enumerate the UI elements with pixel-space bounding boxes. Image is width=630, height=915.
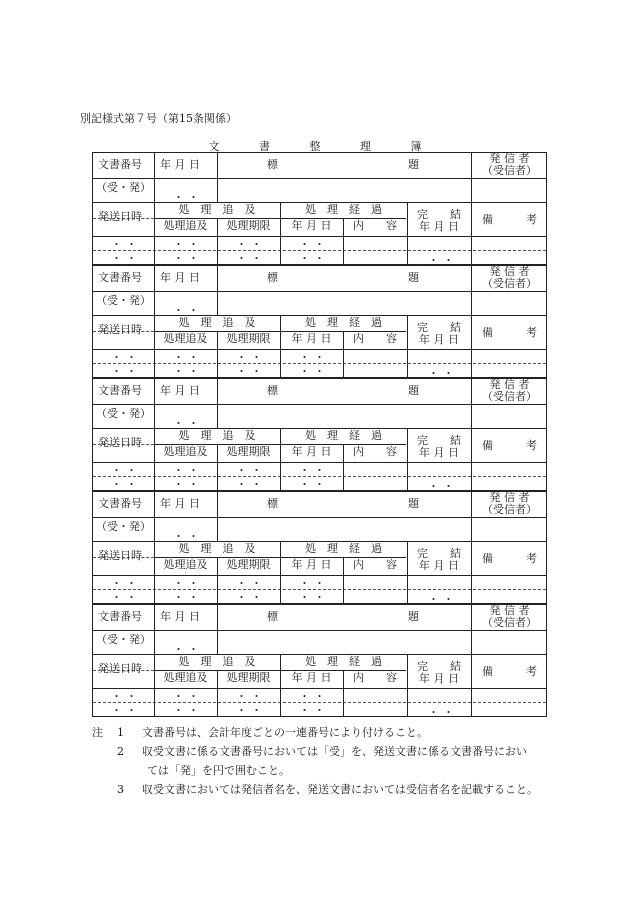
complete-label: 完 結 xyxy=(417,321,461,334)
record-block xyxy=(92,604,547,717)
cell-dots: ・・ xyxy=(111,478,141,491)
remarks-label: 備 考 xyxy=(482,552,537,565)
cell-dots: ・・ xyxy=(299,704,329,717)
title-char: 文 xyxy=(208,140,220,153)
deadline-label: 処理期限 xyxy=(226,445,271,458)
date-dots: ・・ xyxy=(173,417,203,430)
note-text: 文書番号は、会計年度ごとの一連番号により付けること。 xyxy=(142,726,428,739)
cell-dots: ・・ xyxy=(299,252,329,265)
received-sent-label: （受・発） xyxy=(96,181,151,194)
cell-dots: ・・ xyxy=(236,478,266,491)
row-divider xyxy=(93,178,546,179)
send-date-label: 発送日時 xyxy=(98,436,142,449)
follow-up-label: 処 理 追 及 xyxy=(178,429,256,442)
cell-dots: ・・ xyxy=(111,464,141,477)
cell-dots: ・・ xyxy=(111,704,141,717)
title-char: 簿 xyxy=(410,140,422,153)
cell-dots: ・・ xyxy=(428,706,458,719)
deadline-label: 処理期限 xyxy=(226,558,271,571)
cell-dots: ・・ xyxy=(111,591,141,604)
row-divider xyxy=(93,236,546,237)
complete-label: 完 結 xyxy=(417,547,461,560)
complete-date-label: 年 月 日 xyxy=(419,220,459,233)
row-divider xyxy=(93,517,546,518)
cell-dots: ・・ xyxy=(236,365,266,378)
cell-dots: ・・ xyxy=(299,591,329,604)
progress-label: 処 理 経 過 xyxy=(305,316,382,329)
notes-label: 注 xyxy=(92,726,103,739)
subject-label-b: 題 xyxy=(408,610,419,623)
cell-dots: ・・ xyxy=(428,593,458,606)
row-divider xyxy=(93,404,546,405)
complete-date-label: 年 月 日 xyxy=(419,559,459,572)
date-label: 年 月 日 xyxy=(160,610,200,623)
row-divider xyxy=(93,462,546,463)
complete-date-label: 年 月 日 xyxy=(419,333,459,346)
date-dots: ・・ xyxy=(173,530,203,543)
recipient-label: （受信者） xyxy=(482,503,537,516)
row-divider xyxy=(93,688,546,689)
subject-label-a: 標 xyxy=(267,497,278,510)
complete-label: 完 結 xyxy=(417,660,461,673)
send-date-label: 発送日時 xyxy=(98,662,142,675)
cell-dots: ・・ xyxy=(111,238,141,251)
complete-label: 完 結 xyxy=(417,208,461,221)
progress-label: 処 理 経 過 xyxy=(305,203,382,216)
note-text: 収受文書に係る文書番号においては「受」を、発送文書に係る文書番号におい xyxy=(142,745,527,758)
progress-date-label: 年 月 日 xyxy=(291,558,332,571)
cell-dots: ・・ xyxy=(299,351,329,364)
note-item xyxy=(92,780,562,799)
cell-dots: ・・ xyxy=(173,690,203,703)
doc-number-label: 文書番号 xyxy=(98,384,142,397)
send-date-label: 発送日時 xyxy=(98,323,142,336)
progress-label: 処 理 経 過 xyxy=(305,655,382,668)
follow-up-sub-label: 処理追及 xyxy=(163,332,208,345)
deadline-label: 処理期限 xyxy=(226,219,271,232)
subject-label-a: 標 xyxy=(267,271,278,284)
progress-label: 処 理 経 過 xyxy=(305,542,382,555)
row-divider xyxy=(93,630,546,631)
date-dots: ・・ xyxy=(173,191,203,204)
follow-up-sub-label: 処理追及 xyxy=(163,558,208,571)
col-divider xyxy=(217,153,218,202)
progress-content-label: 内 容 xyxy=(353,558,397,571)
progress-date-label: 年 月 日 xyxy=(291,332,332,345)
doc-number-label: 文書番号 xyxy=(98,271,142,284)
complete-label: 完 結 xyxy=(417,434,461,447)
received-sent-label: （受・発） xyxy=(96,633,151,646)
sender-label: 発 信 者 xyxy=(489,491,530,504)
doc-number-label: 文書番号 xyxy=(98,610,142,623)
doc-number-label: 文書番号 xyxy=(98,497,142,510)
follow-up-sub-label: 処理追及 xyxy=(163,219,208,232)
subject-label-b: 題 xyxy=(408,158,419,171)
cell-dots: ・・ xyxy=(173,464,203,477)
date-label: 年 月 日 xyxy=(160,384,200,397)
progress-content-label: 内 容 xyxy=(353,332,397,345)
row-divider xyxy=(93,575,546,576)
deadline-label: 処理期限 xyxy=(226,671,271,684)
received-sent-label: （受・発） xyxy=(96,520,151,533)
note-item xyxy=(92,723,562,742)
note-number: 1 xyxy=(117,726,124,739)
subject-label-b: 題 xyxy=(408,497,419,510)
subject-label-b: 題 xyxy=(408,271,419,284)
cell-dots: ・・ xyxy=(299,238,329,251)
follow-up-sub-label: 処理追及 xyxy=(163,445,208,458)
date-label: 年 月 日 xyxy=(160,158,200,171)
deadline-label: 処理期限 xyxy=(226,332,271,345)
doc-number-label: 文書番号 xyxy=(98,158,142,171)
progress-content-label: 内 容 xyxy=(353,671,397,684)
cell-dots: ・・ xyxy=(428,367,458,380)
remarks-label: 備 考 xyxy=(482,326,537,339)
cell-dots: ・・ xyxy=(299,365,329,378)
cell-dots: ・・ xyxy=(236,704,266,717)
cell-dots: ・・ xyxy=(428,254,458,267)
complete-date-label: 年 月 日 xyxy=(419,446,459,459)
follow-up-sub-label: 処理追及 xyxy=(163,671,208,684)
cell-dots: ・・ xyxy=(173,238,203,251)
cell-dots: ・・ xyxy=(299,464,329,477)
recipient-label: （受信者） xyxy=(482,616,537,629)
cell-dots: ・・ xyxy=(236,690,266,703)
cell-dots: ・・ xyxy=(236,238,266,251)
sender-label: 発 信 者 xyxy=(489,378,530,391)
cell-dots: ・・ xyxy=(236,591,266,604)
follow-up-label: 処 理 追 及 xyxy=(178,655,256,668)
note-number: 3 xyxy=(117,783,124,796)
progress-date-label: 年 月 日 xyxy=(291,671,332,684)
col-divider xyxy=(217,492,218,541)
cell-dots: ・・ xyxy=(299,478,329,491)
notes-section xyxy=(92,723,562,799)
received-sent-label: （受・発） xyxy=(96,407,151,420)
cell-dots: ・・ xyxy=(299,577,329,590)
row-divider xyxy=(93,349,546,350)
col-divider xyxy=(217,605,218,654)
complete-date-label: 年 月 日 xyxy=(419,672,459,685)
progress-content-label: 内 容 xyxy=(353,445,397,458)
note-item xyxy=(92,742,562,761)
col-divider xyxy=(217,379,218,428)
cell-dots: ・・ xyxy=(111,690,141,703)
cell-dots: ・・ xyxy=(111,365,141,378)
progress-label: 処 理 経 過 xyxy=(305,429,382,442)
cell-dots: ・・ xyxy=(173,478,203,491)
cell-dots: ・・ xyxy=(236,351,266,364)
sender-label: 発 信 者 xyxy=(489,265,530,278)
follow-up-label: 処 理 追 及 xyxy=(178,203,256,216)
cell-dots: ・・ xyxy=(111,577,141,590)
cell-dots: ・・ xyxy=(236,577,266,590)
cell-dots: ・・ xyxy=(111,351,141,364)
cell-dots: ・・ xyxy=(173,704,203,717)
title-char: 書 xyxy=(259,140,270,153)
cell-dots: ・・ xyxy=(236,464,266,477)
cell-dots: ・・ xyxy=(173,252,203,265)
record-block xyxy=(92,152,547,265)
recipient-label: （受信者） xyxy=(482,164,537,177)
progress-date-label: 年 月 日 xyxy=(291,445,332,458)
send-date-label: 発送日時 xyxy=(98,210,142,223)
cell-dots: ・・ xyxy=(299,690,329,703)
send-date-label: 発送日時 xyxy=(98,549,142,562)
cell-dots: ・・ xyxy=(173,365,203,378)
progress-date-label: 年 月 日 xyxy=(291,219,332,232)
recipient-label: （受信者） xyxy=(482,390,537,403)
cell-dots: ・・ xyxy=(173,577,203,590)
col-divider xyxy=(217,266,218,315)
received-sent-label: （受・発） xyxy=(96,294,151,307)
title-char: 整 xyxy=(309,140,321,153)
record-block xyxy=(92,265,547,378)
record-block xyxy=(92,378,547,491)
form-caption: 別記様式第７号（第15条関係） xyxy=(80,112,237,125)
cell-dots: ・・ xyxy=(173,351,203,364)
sender-label: 発 信 者 xyxy=(489,604,530,617)
remarks-label: 備 考 xyxy=(482,213,537,226)
progress-content-label: 内 容 xyxy=(353,219,397,232)
remarks-label: 備 考 xyxy=(482,439,537,452)
sender-label: 発 信 者 xyxy=(489,152,530,165)
recipient-label: （受信者） xyxy=(482,277,537,290)
date-label: 年 月 日 xyxy=(160,271,200,284)
note-text: ては「発」を円で囲むこと。 xyxy=(147,764,290,777)
subject-label-b: 題 xyxy=(408,384,419,397)
date-label: 年 月 日 xyxy=(160,497,200,510)
note-number: 2 xyxy=(117,745,124,758)
follow-up-label: 処 理 追 及 xyxy=(178,316,256,329)
cell-dots: ・・ xyxy=(173,591,203,604)
cell-dots: ・・ xyxy=(428,480,458,493)
note-text: 収受文書においては発信者名を、発送文書においては受信者名を記載すること。 xyxy=(142,783,538,796)
date-dots: ・・ xyxy=(173,304,203,317)
subject-label-a: 標 xyxy=(267,610,278,623)
row-divider xyxy=(93,291,546,292)
cell-dots: ・・ xyxy=(111,252,141,265)
cell-dots: ・・ xyxy=(236,252,266,265)
title-char: 理 xyxy=(360,140,371,153)
date-dots: ・・ xyxy=(173,643,203,656)
follow-up-label: 処 理 追 及 xyxy=(178,542,256,555)
record-block xyxy=(92,491,547,604)
subject-label-a: 標 xyxy=(267,158,278,171)
note-item-continued xyxy=(92,761,562,780)
subject-label-a: 標 xyxy=(267,384,278,397)
remarks-label: 備 考 xyxy=(482,665,537,678)
